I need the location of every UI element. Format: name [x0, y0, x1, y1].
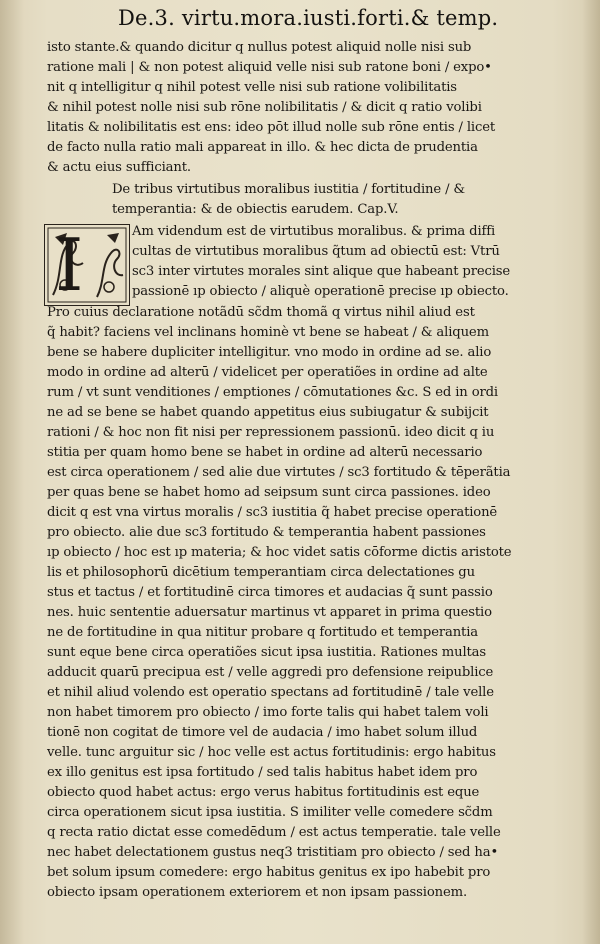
text-line: q̃ habit? faciens vel inclinans hominè vt bene se habeat / & aliquem — [47, 325, 489, 340]
text-line: nes. huic sententie aduersatur martinus vt apparet in prima questio — [47, 605, 492, 620]
text-line: q recta ratio dictat esse comedēdum / est actus temperatie. tale velle — [47, 825, 501, 840]
text-line: passionē ıp obiecto / aliquè operationē precise ıp obiecto. — [132, 284, 509, 299]
text-line: obiecto quod habet actus: ergo verus habitus fortitudinis est eque — [47, 785, 480, 800]
text-line: tionē non cogitat de timore vel de audacia / imo habet solum illud — [47, 725, 478, 740]
text-line: & actu eius sufficiant. — [47, 160, 191, 175]
text-line: nit q intelligitur q nihil potest velle nisi sub ratione volibilitatis — [47, 80, 457, 95]
initial-letter: I — [55, 223, 84, 307]
text-line: nec habet delectationem gustus neq3 tristitiam pro obiecto / sed ha• — [47, 845, 499, 860]
text-line: isto stante.& quando dicitur q nullus potest aliquid nolle nisi sub — [47, 40, 472, 55]
text-line: et nihil aliud volendo est operatio spectans ad fortitudinē / tale velle — [47, 685, 494, 700]
running-title: De.3. virtu.mora.iusti.forti.& temp. — [118, 6, 499, 30]
text-line: ne de fortitudine in qua nititur probare q fortitudo et temperantia — [47, 625, 478, 640]
text-line: de facto nulla ratio mali appareat in illo. & hec dicta de prudentia — [47, 140, 478, 155]
text-line: & nihil potest nolle nisi sub rōne nolibilitatis / & dicit q ratio volibi — [47, 100, 482, 115]
text-line: rationi / & hoc non fit nisi per repressionem passionū. ideo dicit q iu — [47, 425, 495, 440]
text-line: Am videndum est de virtutibus moralibus. & prima diffi — [132, 224, 496, 239]
chapter-heading: De tribus virtutibus moralibus iustitia / fortitudine / & — [112, 182, 466, 197]
page-edge-shadow-left — [0, 0, 24, 944]
text-line: per quas bene se habet homo ad seipsum sunt circa passiones. ideo — [47, 485, 491, 500]
chapter-heading: temperantia: & de obiectis earudem. Cap.V. — [112, 202, 399, 217]
text-line: stitia per quam homo bene se habet in ordine ad alterū necessario — [47, 445, 483, 460]
text-line: stus et tactus / et fortitudinē circa timores et audacias q̃ sunt passio — [47, 585, 493, 600]
text-line: ne ad se bene se habet quando appetitus eius subiugatur & subijcit — [47, 405, 489, 420]
text-line: ıp obiecto / hoc est ıp materia; & hoc videt satis cōforme dictis aristote — [47, 545, 512, 560]
text-line: modo in ordine ad alterū / videlicet per operatiões in ordine ad alte — [47, 365, 488, 380]
text-line: obiecto ipsam operationem exteriorem et non ipsam passionem. — [47, 885, 468, 900]
text-line: pro obiecto. alie due sc3 fortitudo & temperantia habent passiones — [47, 525, 486, 540]
text-line: lis et philosophorū dicētium temperantiam circa delectationes gu — [47, 565, 475, 580]
page-edge-shadow-right — [582, 0, 600, 944]
text-line: est circa operationem / sed alie due virtutes / sc3 fortitudo & tēperãtia — [47, 465, 511, 480]
text-line: ex illo genitus est ipsa fortitudo / sed talis habitus habet idem pro — [47, 765, 478, 780]
text-line: litatis & nolibilitatis est ens: ideo pōt illud nolle sub rōne entis / licet — [47, 120, 496, 135]
text-line: non habet timorem pro obiecto / imo forte talis qui habet talem voli — [47, 705, 489, 720]
text-line: sunt eque bene circa operatiões sicut ipsa iustitia. Rationes multas — [47, 645, 486, 660]
text-line: bet solum ipsum comedere: ergo habitus genitus ex ipo habebit pro — [47, 865, 491, 880]
text-line: sc3 inter virtutes morales sint alique que habeant precise — [132, 264, 511, 279]
text-line: rum / vt sunt venditiones / emptiones / cōmutationes &c. S ed in ordi — [47, 385, 499, 400]
text-line: adducit quarū precipua est / velle aggredi pro defensione reipublice — [47, 665, 494, 680]
text-line: dicit q est vna virtus moralis / sc3 iustitia q̃ habet precise operationē — [47, 505, 498, 520]
text-line: Pro cuius declaratione notãdū sc̃dm thomã q virtus nihil aliud est — [47, 305, 475, 320]
text-line: cultas de virtutibus moralibus q̃tum ad obiectū est: Vtrū — [132, 244, 500, 259]
text-line: circa operationem sicut ipsa iustitia. S imiliter velle comedere sc̃dm — [47, 805, 493, 820]
decorated-initial — [44, 224, 130, 306]
text-line: velle. tunc arguitur sic / hoc velle est actus fortitudinis: ergo habitus — [47, 745, 496, 760]
text-line: ratione mali | & non potest aliquid velle nisi sub ratone boni / expo• — [47, 60, 492, 75]
text-line: bene se habere dupliciter intelligitur. vno modo in ordine ad se. alio — [47, 345, 492, 360]
